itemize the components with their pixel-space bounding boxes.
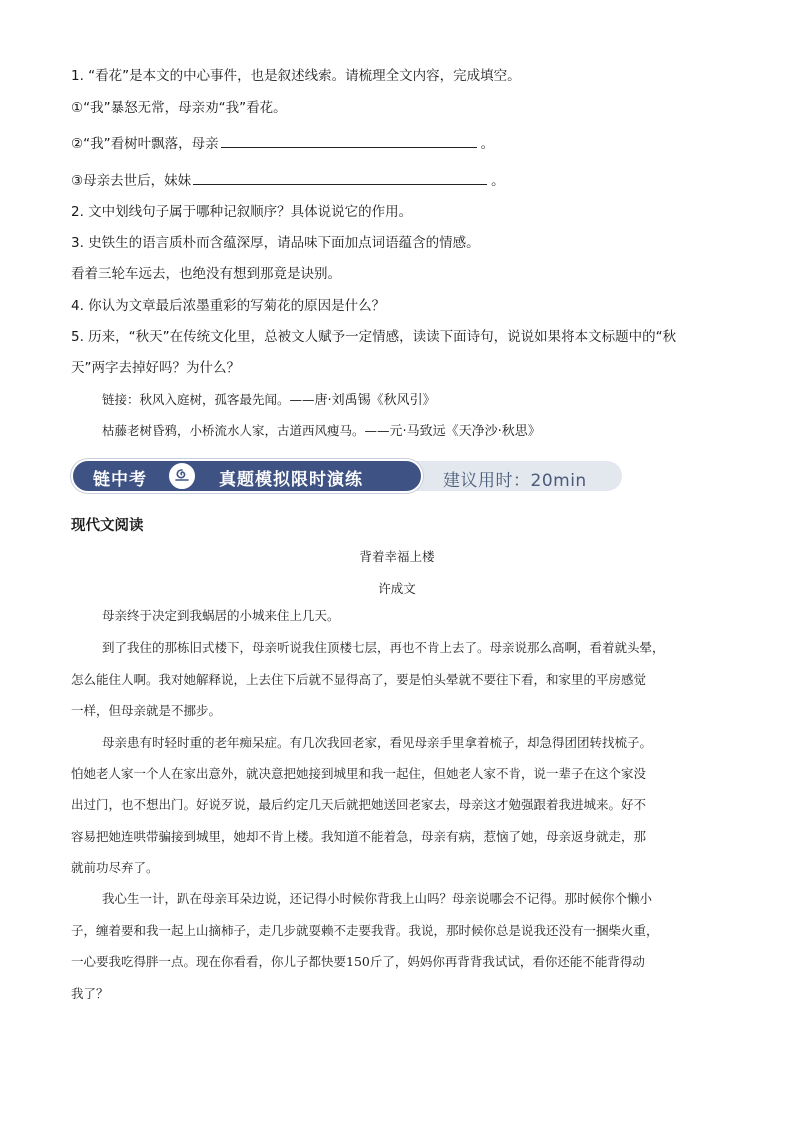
article-line: 一心要我吃得胖一点。现在你看看，你儿子都快要150斤了，妈妈你再背背我试试，看你还能不能背得动	[71, 954, 645, 969]
article-title: 背着幸福上楼	[359, 549, 435, 564]
question-1-item-a: ①“我”暴怒无常，母亲劝“我”看花。	[71, 100, 287, 116]
section-title: 现代文阅读	[71, 518, 144, 534]
question-1-item-b	[71, 133, 494, 154]
question-1-item-b-text: ②“我”看树叶飘落，母亲	[71, 136, 219, 152]
link-poem-2-text: 枯藤老树昏鸦，小桥流水人家，古道西风瘦马。——	[102, 423, 390, 438]
link-poem-1-ref: 唐·刘禹锡《秋风引》	[314, 393, 436, 408]
question-5-line-1: 5. 历来，“秋天”在传统文化里，总被文人赋予一定情感，读读下面诗句，说说如果将本文标题中的“秋	[71, 329, 677, 345]
link-poem-2-ref: 元·马致远《天净沙·秋思》	[389, 424, 541, 439]
swirl-icon	[167, 461, 197, 491]
article-line: 母亲患有时轻时重的老年痴呆症。有几次我回老家，看见母亲手里拿着梳子，却急得团团转找梳子。	[102, 735, 653, 750]
article-line: 子，缠着要和我一起上山摘柿子，走几步就耍赖不走要我背。我说，那时候你总是说我还没有一捆柴火重，	[71, 923, 659, 938]
question-2: 2. 文中划线句子属于哪种记叙顺序？具体说说它的作用。	[71, 204, 413, 220]
question-1-item-c-end: 。	[491, 173, 505, 189]
question-1: 1. “看花”是本文的中心事件，也是叙述线索。请梳理全文内容，完成填空。	[71, 68, 521, 84]
question-1-item-c	[71, 170, 505, 191]
answer-blank-b[interactable]	[221, 133, 477, 148]
article-line: 我了？	[71, 986, 109, 1001]
link-poem-2	[102, 421, 541, 442]
article-line: 出过门，也不想出门。好说歹说，最后约定几天后就把她送回老家去，母亲这才勉强跟着我进城来。好不	[71, 797, 647, 812]
answer-blank-c[interactable]	[193, 170, 487, 185]
question-3-sentence: 看着三轮车远去，也绝没有想到那竟是诀别。	[71, 266, 341, 282]
section-banner	[71, 459, 622, 493]
link-poem-1-text: 链接：秋风入庭树，孤客最先闻。——	[102, 392, 315, 407]
question-1-item-b-end: 。	[480, 136, 495, 152]
article-line: 到了我住的那栋旧式楼下，母亲听说我住顶楼七层，再也不肯上去了。母亲说那么高啊，看着就头晕，	[102, 640, 665, 655]
link-poem-1	[102, 390, 436, 411]
article-line: 怎么能住人啊。我对她解释说，上去住下后就不显得高了，要是怕头晕就不要往下看，和家里的平房感觉	[71, 672, 647, 687]
article-line: 一样，但母亲就是不挪步。	[71, 703, 222, 718]
article-author: 许成文	[378, 581, 416, 596]
question-1-item-c-text: ③母亲去世后，妹妹	[71, 173, 192, 189]
article-line: 母亲终于决定到我蜗居的小城来住上几天。	[102, 608, 340, 623]
banner-label-left: 链中考	[93, 470, 147, 490]
banner-label-main: 真题模拟限时演练	[219, 470, 363, 490]
article-line: 容易把她连哄带骗接到城里，她却不肯上楼。我知道不能着急，母亲有病，惹恼了她，母亲返身就走，那	[71, 829, 647, 844]
article-line: 我心生一计，趴在母亲耳朵边说，还记得小时候你背我上山吗？母亲说哪会不记得。那时候你个懒小	[102, 891, 653, 906]
question-4: 4. 你认为文章最后浓墨重彩的写菊花的原因是什么？	[71, 298, 386, 314]
article-line: 怕她老人家一个人在家出意外，就决意把她接到城里和我一起住，但她老人家不肯，说一辈子在这个家没	[71, 766, 647, 781]
article-line: 就前功尽弃了。	[71, 860, 159, 875]
banner-label-time: 建议用时：20min	[443, 471, 587, 491]
question-5-line-2: 天”两字去掉好吗？为什么？	[71, 360, 240, 376]
question-3: 3. 史铁生的语言质朴而含蕴深厚，请品味下面加点词语蕴含的情感。	[71, 235, 480, 251]
